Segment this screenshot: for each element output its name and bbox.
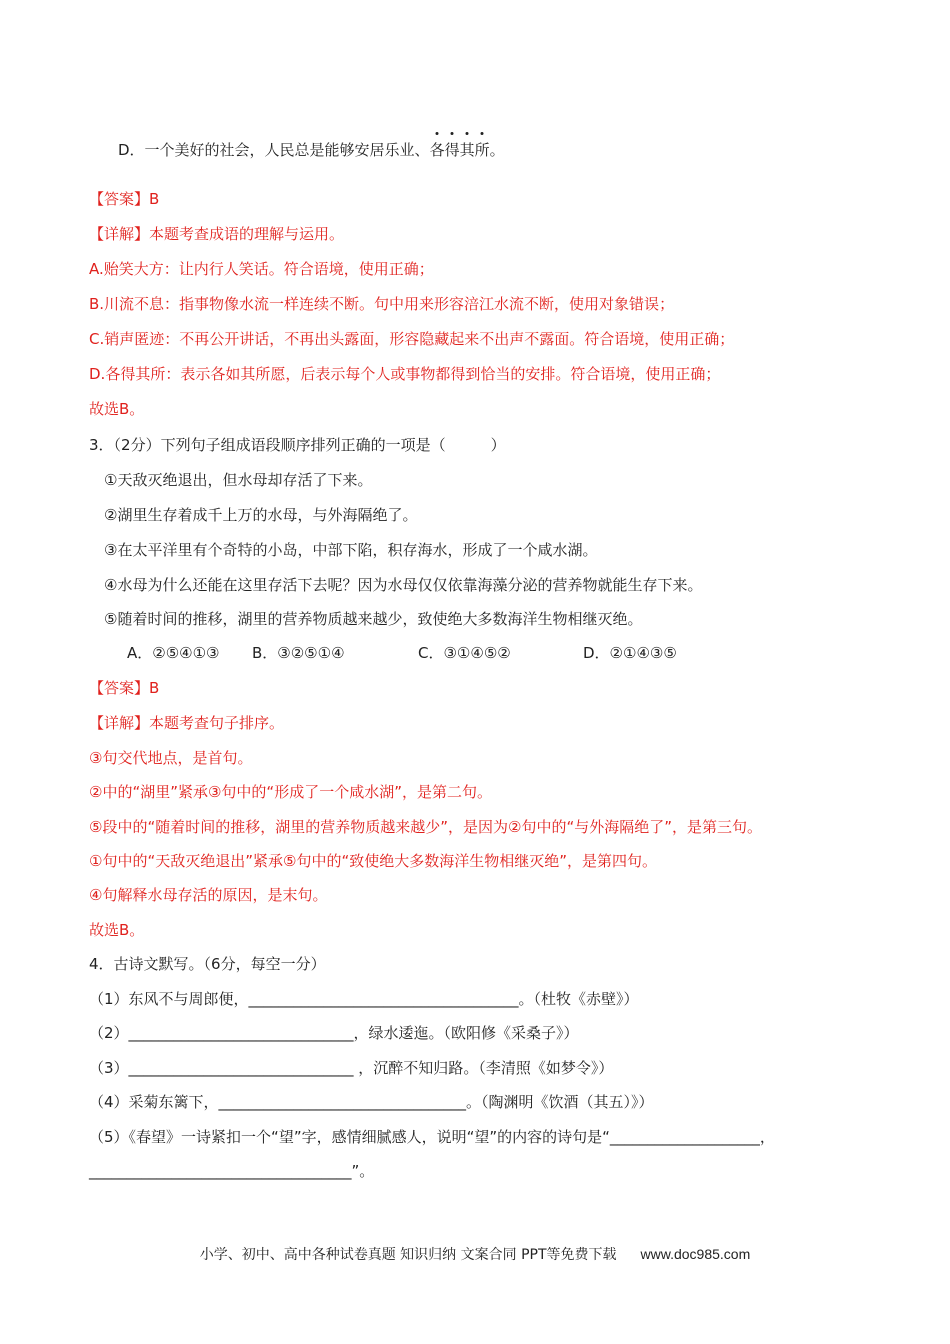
q4-stem: 4．古诗文默写。（6分，每空一分） (89, 955, 326, 973)
q2-conclusion: 故选B。 (89, 400, 145, 418)
emphasis-char: 其 (460, 140, 475, 160)
q2-explain-c: C.销声匿迹：不再公开讲话，不再出头露面，形容隐藏起来不出声不露面。符合语境，使用正确； (89, 330, 735, 348)
q3-explain-4: ①句中的“天敌灭绝退出”紧承⑤句中的“致使绝大多数海洋生物相继灭绝”，是第四句。 (89, 852, 657, 870)
q2-explain-b: B.川流不息：指事物像水流一样连续不断。句中用来形容涪江水流不断，使用对象错误； (89, 295, 675, 313)
q2-explain-a: A.贻笑大方：让内行人笑话。符合语境，使用正确； (89, 260, 434, 278)
footer-url[interactable]: www.doc985.com (640, 1246, 751, 1262)
q3-stem: 3．（2分）下列句子组成语段顺序排列正确的一项是（ ） (89, 436, 506, 454)
q3-sentence-4: ④水母为什么还能在这里存活下去呢？因为水母仅仅依靠海藻分泌的营养物就能生存下来。 (104, 576, 703, 594)
q2-explain-d: D.各得其所：表示各如其所愿，后表示每个人或事物都得到恰当的安排。符合语境，使用正确； (89, 365, 721, 383)
q4-item-3: （3）______________________________ ，沉醉不知归路。（李清照《如梦令》） (89, 1059, 614, 1077)
page-footer (0, 1244, 950, 1264)
q3-conclusion: 故选B。 (89, 921, 145, 939)
q3-sentence-5: ⑤随着时间的推移，湖里的营养物质越来越少，致使绝大多数海洋生物相继灭绝。 (104, 610, 643, 628)
q2-answer: 【答案】B (89, 190, 160, 208)
q3-explain-2: ②中的“湖里”紧承③句中的“形成了一个咸水湖”，是第二句。 (89, 783, 492, 801)
q3-detail: 【详解】本题考查句子排序。 (89, 714, 285, 732)
emphasis-char: 得 (445, 140, 460, 160)
emphasis-char: 各 (430, 140, 445, 160)
emphasis-char: 所 (475, 140, 490, 160)
q3-sentence-1: ①天敌灭绝退出，但水母却存活了下来。 (104, 471, 373, 489)
q3-sentence-2: ②湖里生存着成千上万的水母，与外海隔绝了。 (104, 506, 418, 524)
q3-explain-1: ③句交代地点，是首句。 (89, 749, 253, 767)
q3-option-c: C．③①④⑤② (418, 644, 511, 662)
q3-option-a: A．②⑤④①③ (127, 644, 220, 662)
q4-item-4: （4）采菊东篱下，_________________________________。（陶渊明《饮酒（其五）》） (89, 1093, 654, 1111)
q4-item-5: （5）《春望》一诗紧扣一个“望”字，感情细腻感人，说明“望”的内容的诗句是“____________________， (89, 1128, 775, 1146)
q3-option-b: B．③②⑤①④ (252, 644, 345, 662)
q4-item-1: （1）东风不与周郎便，____________________________________。（杜牧《赤壁》） (89, 990, 639, 1008)
q3-option-d: D．②①④③⑤ (583, 644, 677, 662)
q2-option-d: D．一个美好的社会，人民总是能够安居乐业、 各 得 其 所。 (118, 140, 505, 160)
q3-sentence-3: ③在太平洋里有个奇特的小岛，中部下陷，积存海水，形成了一个咸水湖。 (104, 541, 598, 559)
q2-detail: 【详解】本题考查成语的理解与运用。 (89, 225, 345, 243)
q3-explain-5: ④句解释水母存活的原因，是末句。 (89, 886, 328, 904)
q3-answer: 【答案】B (89, 679, 160, 697)
q4-item-2: （2）______________________________，绿水逶迤。（欧阳修《采桑子》） (89, 1024, 579, 1042)
q3-explain-3: ⑤段中的“随着时间的推移，湖里的营养物质越来越少”，是因为②句中的“与外海隔绝了”，是第三句。 (89, 818, 762, 836)
footer-text: 小学、初中、高中各种试卷真题 知识归纳 文案合同 PPT等免费下载 (199, 1247, 617, 1263)
q4-item-5-cont: ___________________________________”。 (89, 1162, 375, 1180)
